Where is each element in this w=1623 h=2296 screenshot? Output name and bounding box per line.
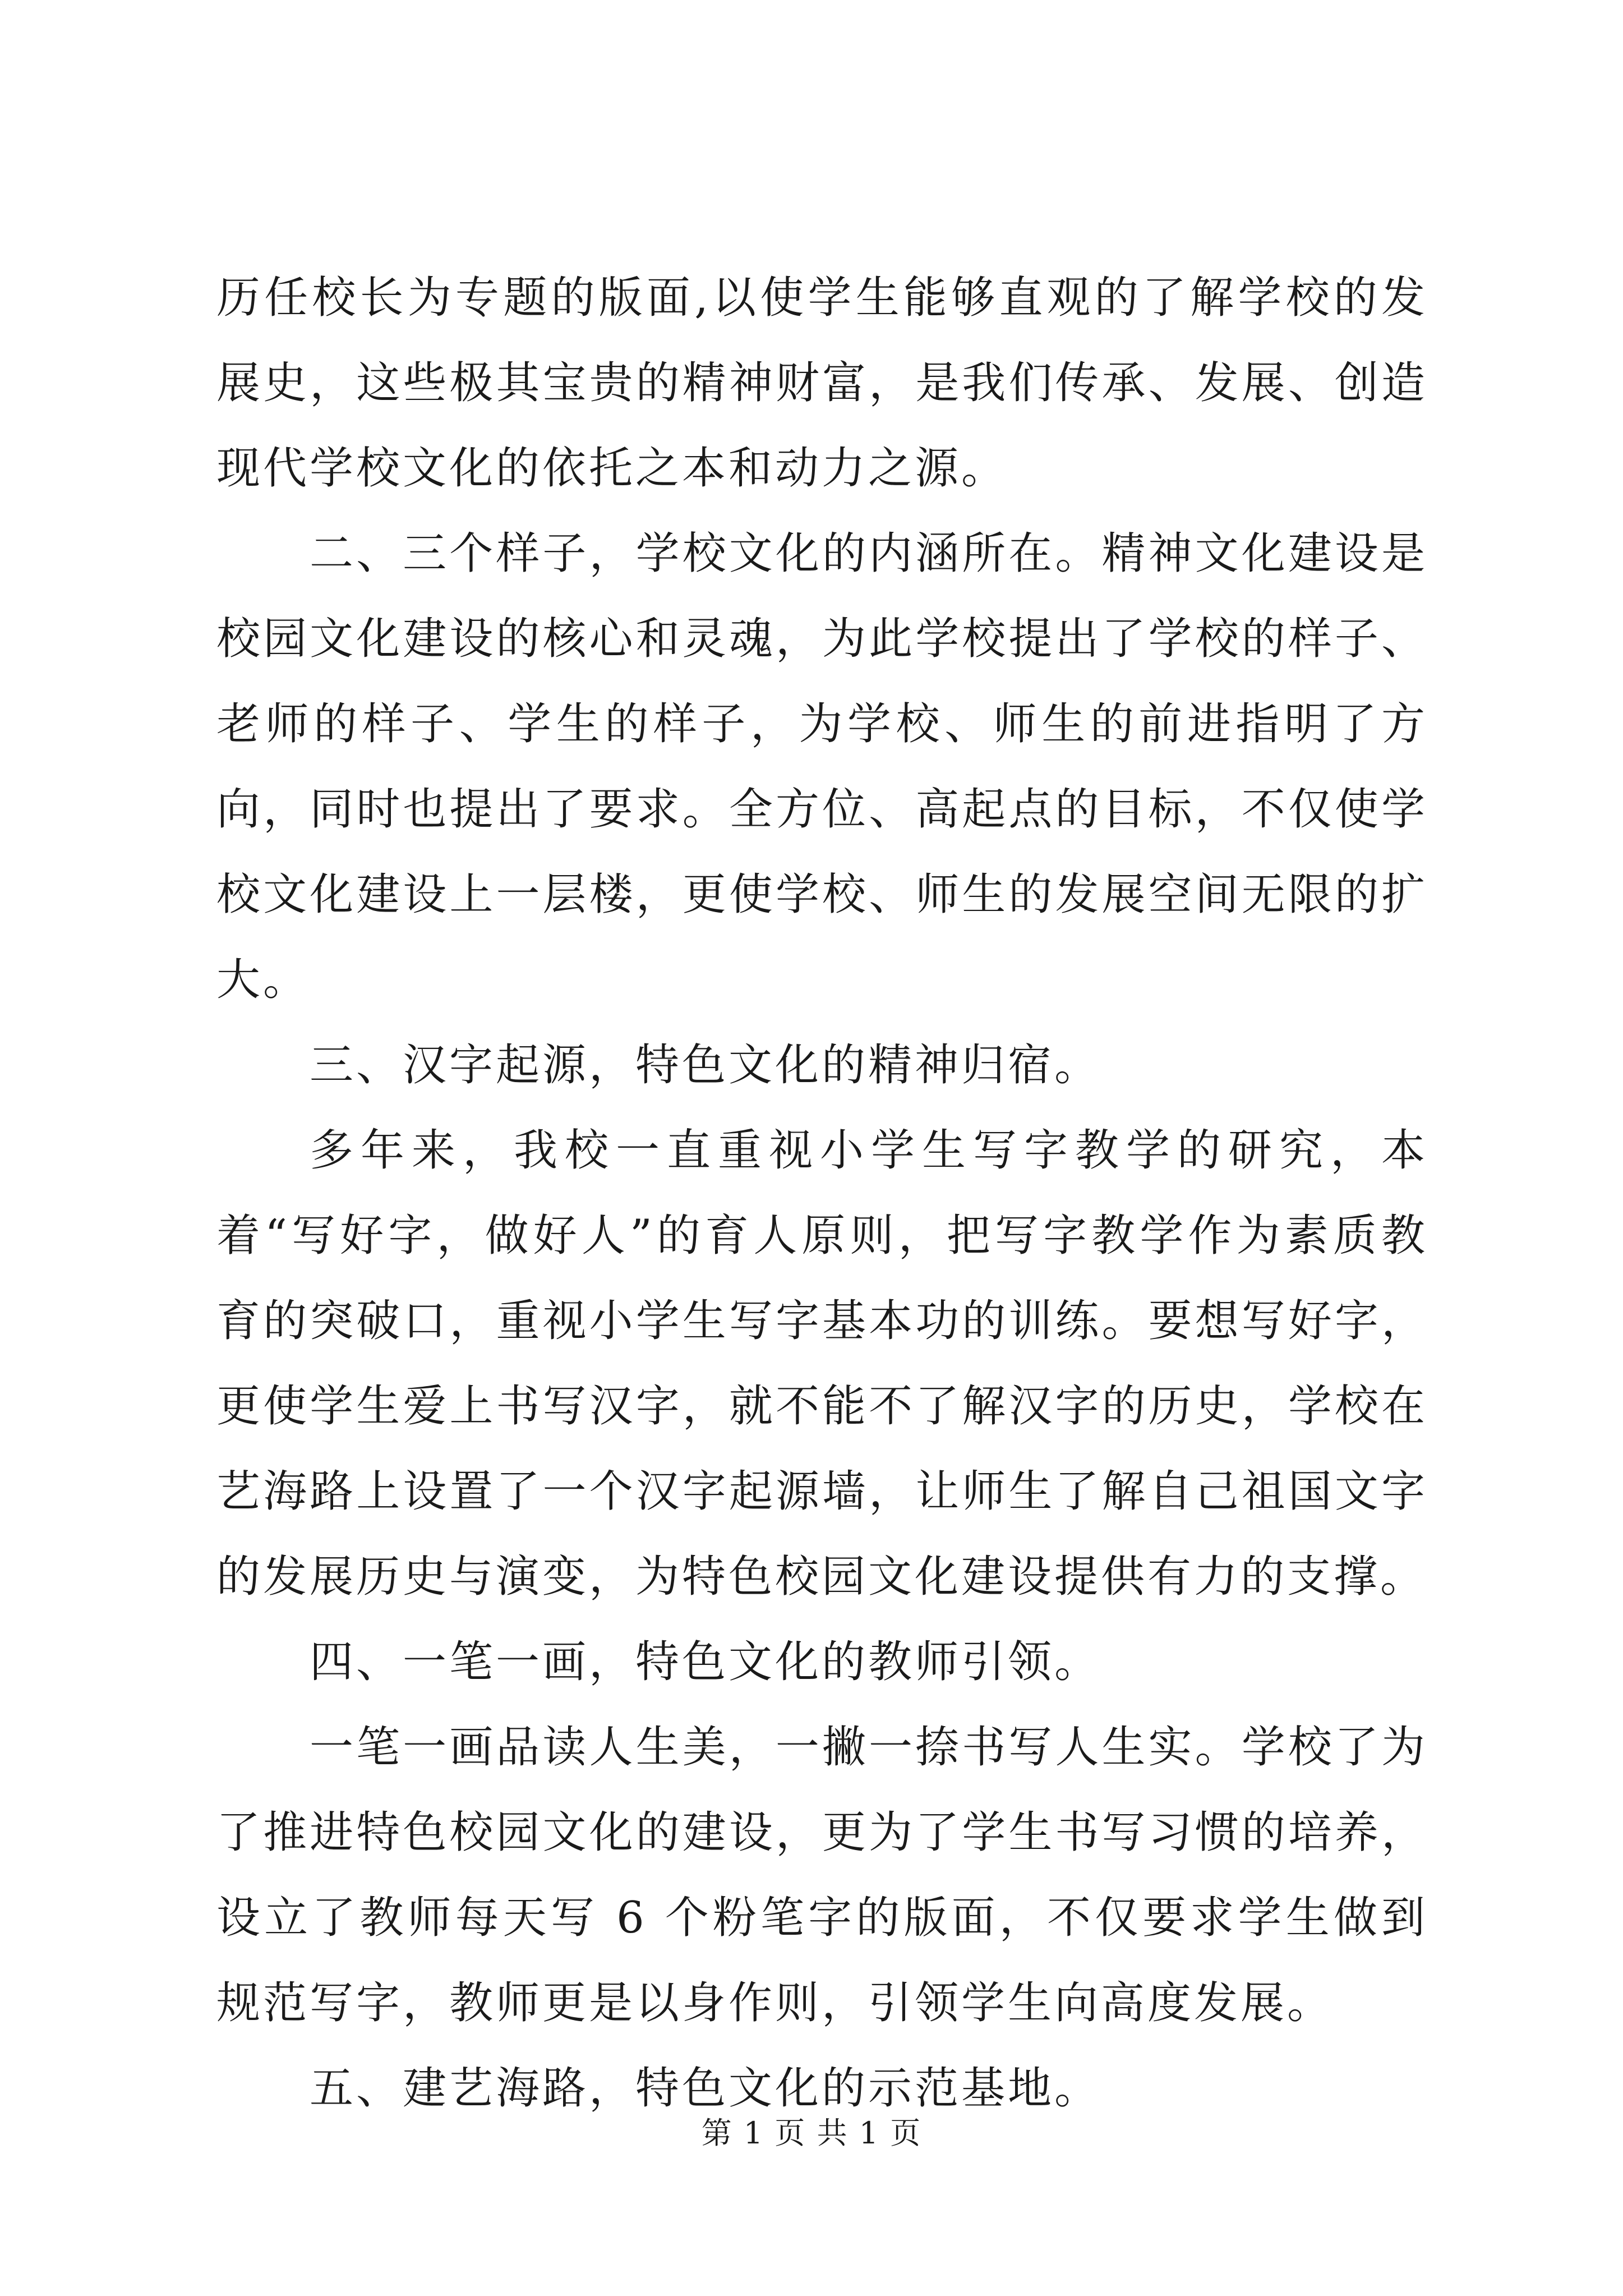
document-body bbox=[216, 255, 1428, 2131]
paragraph: 一笔一画品读人生美，一撇一捺书写人生实。学校了为了推进特色校园文化的建设，更为了学生书写习惯的培养，设立了教师每天写 6 个粉笔字的版面，不仅要求学生做到规范写字，教师更是以身作则，引领学生向高度发展。 bbox=[216, 1722, 1428, 2028]
section-heading: 四、一笔一画，特色文化的教师引领。 bbox=[310, 1637, 1101, 1687]
section-heading: 五、建艺海路，特色文化的示范基地。 bbox=[310, 2063, 1101, 2114]
paragraph: 历任校长为专题的版面,以使学生能够直观的了解学校的发展史，这些极其宝贵的精神财富，是我们传承、发展、创造现代学校文化的依托之本和动力之源。 bbox=[216, 273, 1428, 494]
page-footer: 第 1 页 共 1 页 bbox=[701, 2115, 922, 2151]
paragraph: 二、三个样子，学校文化的内涵所在。精神文化建设是校园文化建设的核心和灵魂，为此学校提出了学校的样子、老师的样子、学生的样子，为学校、师生的前进指明了方向，同时也提出了要求。全方位、高起点的目标，不仅使学校文化建设上一层楼，更使学校、师生的发展空间无限的扩大。 bbox=[216, 528, 1428, 1005]
paragraph: 多年来，我校一直重视小学生写字教学的研究，本着“写好字，做好人”的育人原则，把写字教学作为素质教育的突破口，重视小学生写字基本功的训练。要想写好字，更使学生爱上书写汉字，就不能不了解汉字的历史，学校在艺海路上设置了一个汉字起源墙，让师生了解自己祖国文字的发展历史与演变，为特色校园文化建设提供有力的支撑。 bbox=[216, 1125, 1428, 1602]
section-heading: 三、汉字起源，特色文化的精神归宿。 bbox=[310, 1040, 1101, 1091]
